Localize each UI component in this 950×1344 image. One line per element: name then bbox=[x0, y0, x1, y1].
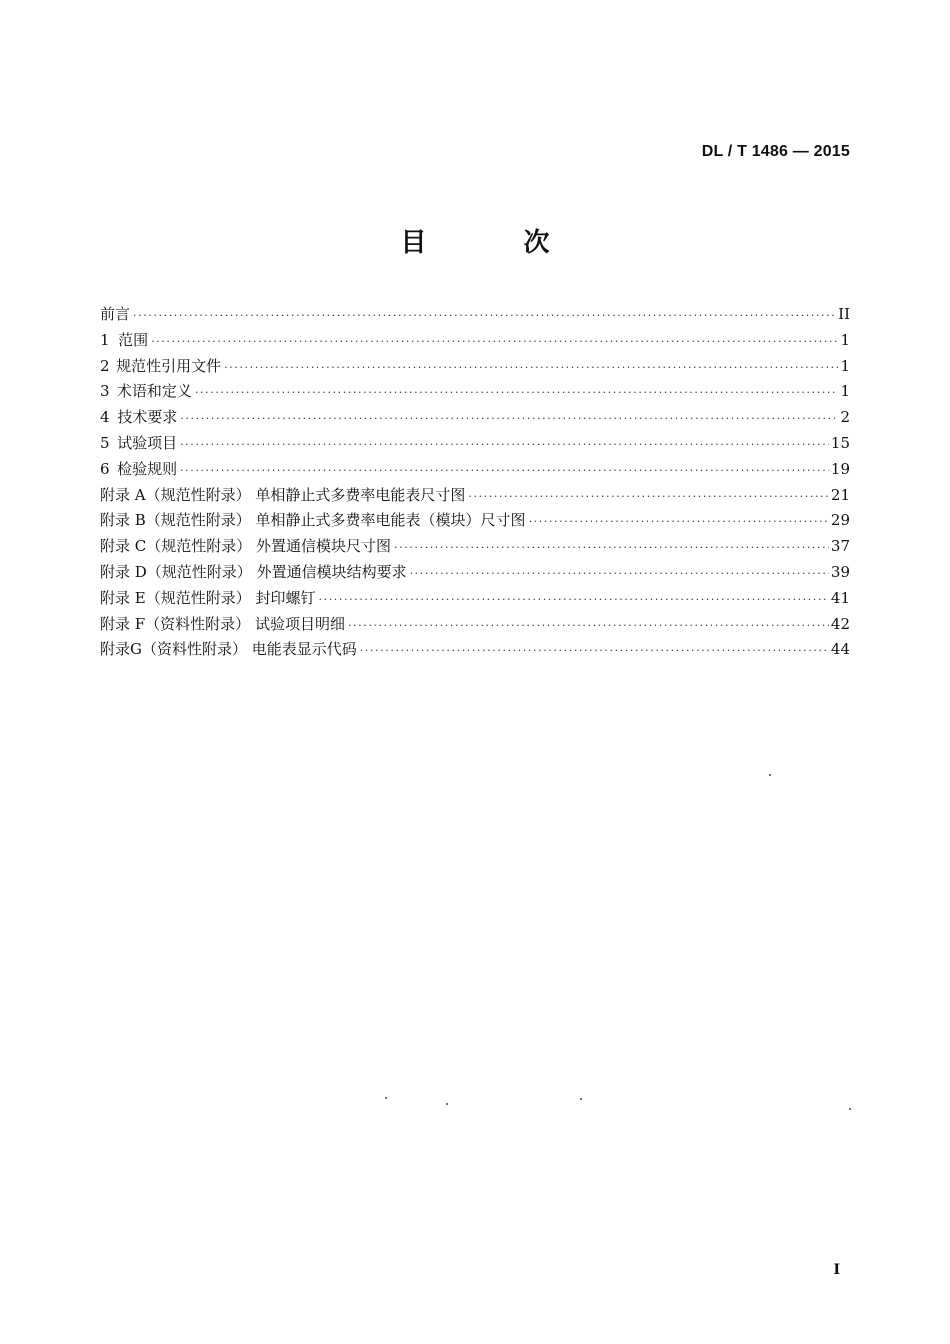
toc-entry-page: II bbox=[838, 305, 850, 323]
toc-entry-number: 2 bbox=[100, 356, 110, 375]
toc-entry-label: 附录 C（规范性附录） 外置通信模块尺寸图 bbox=[100, 537, 392, 556]
toc-entry-label: 检验规则 bbox=[117, 459, 178, 478]
toc-entry-appendix-e[interactable] bbox=[100, 586, 850, 612]
toc-entry-page: 2 bbox=[840, 408, 850, 427]
toc-entry-5[interactable] bbox=[100, 431, 850, 457]
standard-code: DL / T 1486 — 2015 bbox=[701, 143, 850, 160]
toc-entry-6[interactable] bbox=[100, 457, 850, 483]
scan-speck bbox=[849, 1108, 851, 1110]
toc-entry-label: 规范性引用文件 bbox=[116, 356, 222, 375]
toc-leader-dots bbox=[133, 303, 836, 329]
scan-speck bbox=[580, 1098, 582, 1100]
toc-leader-dots bbox=[468, 484, 829, 510]
toc-leader-dots bbox=[529, 509, 829, 535]
toc-entry-label: 范围 bbox=[118, 330, 149, 349]
scan-speck bbox=[446, 1103, 448, 1105]
toc-entry-number: 3 bbox=[100, 382, 110, 401]
toc-entry-page: 41 bbox=[830, 588, 850, 607]
toc-leader-dots bbox=[195, 380, 839, 406]
toc-entry-label: 试验项目 bbox=[117, 433, 178, 452]
toc-leader-dots bbox=[180, 458, 829, 484]
toc-entry-appendix-a[interactable] bbox=[100, 483, 850, 509]
toc-leader-dots bbox=[224, 355, 838, 381]
toc-entry-number: 6 bbox=[100, 459, 110, 478]
toc-entry-page: 37 bbox=[830, 537, 850, 556]
toc-entry-page: 15 bbox=[830, 433, 850, 452]
toc-entry-page: 1 bbox=[840, 382, 850, 401]
toc-entry-page: 39 bbox=[830, 562, 850, 581]
toc-entry-number: 4 bbox=[100, 408, 110, 427]
toc-entry-appendix-f[interactable] bbox=[100, 612, 850, 638]
toc-entry-label: 术语和定义 bbox=[116, 382, 192, 401]
toc-entry-3[interactable] bbox=[100, 379, 850, 405]
toc-entry-page: 1 bbox=[840, 330, 850, 349]
toc-entry-label: 附录G（资料性附录） 电能表显示代码 bbox=[100, 640, 357, 659]
toc-entry-1[interactable] bbox=[100, 328, 850, 354]
toc-entry-preface[interactable] bbox=[100, 302, 850, 328]
toc-leader-dots bbox=[180, 406, 838, 432]
toc-entry-page: 1 bbox=[840, 356, 850, 375]
toc-entry-page: 29 bbox=[830, 511, 850, 530]
toc-entry-label: 附录 D（规范性附录） 外置通信模块结构要求 bbox=[100, 562, 407, 581]
toc-leader-dots bbox=[360, 638, 829, 664]
scan-speck bbox=[385, 1097, 387, 1099]
toc-entry-label: 附录 A（规范性附录） 单相静止式多费率电能表尺寸图 bbox=[100, 485, 466, 504]
toc-entry-label: 技术要求 bbox=[117, 408, 178, 427]
toc-entry-page: 21 bbox=[830, 485, 850, 504]
toc-entry-label: 附录 E（规范性附录） 封印螺钉 bbox=[100, 588, 316, 607]
toc-leader-dots bbox=[410, 561, 829, 587]
toc-entry-label: 附录 F（资料性附录） 试验项目明细 bbox=[100, 614, 345, 633]
scan-speck bbox=[769, 774, 771, 776]
page-title: 目 次 bbox=[400, 228, 594, 258]
toc-entry-page: 44 bbox=[830, 640, 850, 659]
toc-entry-label: 前言 bbox=[100, 305, 131, 323]
toc-leader-dots bbox=[151, 329, 838, 355]
toc-entry-page: 19 bbox=[830, 459, 850, 478]
toc-entry-number: 1 bbox=[100, 330, 110, 349]
toc-entry-appendix-d[interactable] bbox=[100, 560, 850, 586]
toc-entry-number: 5 bbox=[100, 433, 110, 452]
toc-entry-page: 42 bbox=[830, 614, 850, 633]
toc-entry-appendix-g[interactable] bbox=[100, 637, 850, 663]
toc-entry-appendix-b[interactable] bbox=[100, 508, 850, 534]
toc-entry-appendix-c[interactable] bbox=[100, 534, 850, 560]
toc-leader-dots bbox=[348, 613, 829, 639]
toc-entry-2[interactable] bbox=[100, 354, 850, 380]
toc-leader-dots bbox=[180, 432, 829, 458]
toc-leader-dots bbox=[319, 587, 829, 613]
page-number: I bbox=[833, 1262, 840, 1278]
toc-leader-dots bbox=[394, 535, 829, 561]
toc-entry-4[interactable] bbox=[100, 405, 850, 431]
table-of-contents bbox=[100, 302, 850, 663]
toc-entry-label: 附录 B（规范性附录） 单相静止式多费率电能表（模块）尺寸图 bbox=[100, 511, 526, 530]
